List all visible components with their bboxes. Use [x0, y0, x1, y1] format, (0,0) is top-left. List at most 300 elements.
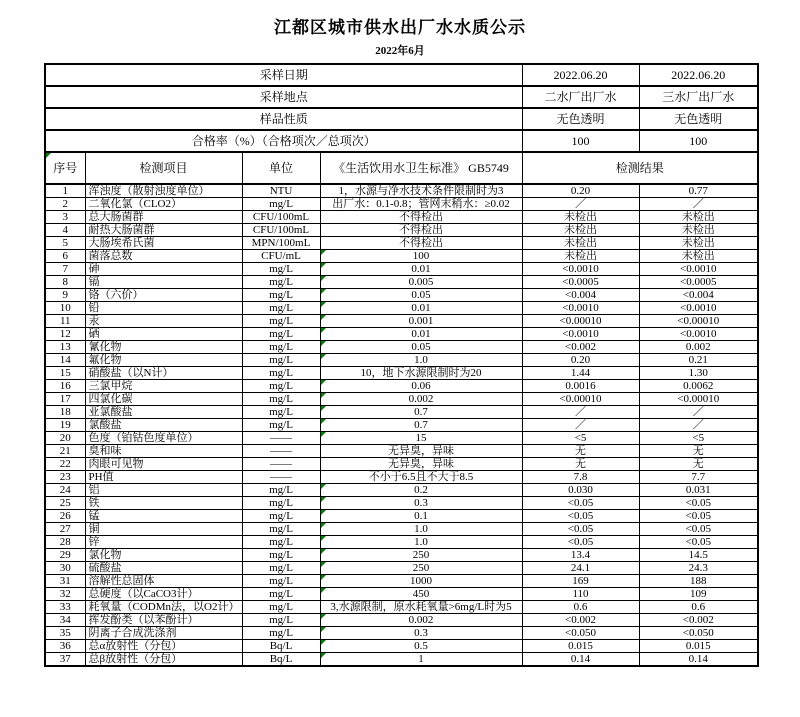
col-header-unit: 单位	[242, 152, 320, 184]
row-unit: CFU/100mL	[242, 224, 320, 237]
row-item: 氰化物	[85, 341, 242, 354]
row-item: 镉	[85, 276, 242, 289]
row-unit: mg/L	[242, 536, 320, 549]
row-result-plant3: <0.00010	[639, 393, 758, 406]
table-row	[45, 627, 758, 640]
row-standard	[320, 406, 522, 419]
row-number: 7	[45, 263, 85, 276]
sampling-date-plant2: 2022.06.20	[522, 64, 639, 86]
row-standard	[320, 627, 522, 640]
row-result-plant2: 0.6	[522, 601, 639, 614]
table-row	[45, 640, 758, 653]
row-standard-text: 3,水源限制，原水耗氧量>6mg/L时为5	[330, 601, 512, 613]
row-unit: mg/L	[242, 406, 320, 419]
row-standard-text: 0.06	[411, 380, 431, 392]
row-number: 12	[45, 328, 85, 341]
data-section	[45, 184, 758, 666]
col-header-result: 检测结果	[522, 152, 758, 184]
row-result-plant2: 0.20	[522, 184, 639, 198]
sample-property-row	[45, 108, 758, 130]
row-number: 2	[45, 198, 85, 211]
row-item: 氟化物	[85, 354, 242, 367]
row-unit: mg/L	[242, 328, 320, 341]
row-unit: mg/L	[242, 562, 320, 575]
row-unit: mg/L	[242, 393, 320, 406]
col-header-standard: 《生活饮用水卫生标准》 GB5749	[320, 152, 522, 184]
row-number: 4	[45, 224, 85, 237]
row-result-plant3: 未检出	[639, 237, 758, 250]
row-item: 铁	[85, 497, 242, 510]
row-standard	[320, 224, 522, 237]
row-standard-text: 0.002	[408, 393, 434, 405]
row-item: 氯酸盐	[85, 419, 242, 432]
row-result-plant3: 7.7	[639, 471, 758, 484]
row-number: 13	[45, 341, 85, 354]
row-standard-text: 0.3	[414, 497, 428, 509]
row-number: 8	[45, 276, 85, 289]
table-row	[45, 536, 758, 549]
row-number: 18	[45, 406, 85, 419]
row-standard	[320, 367, 522, 380]
cell-corner-marker	[321, 250, 326, 255]
sampling-date-row	[45, 64, 758, 86]
row-item: 总大肠菌群	[85, 211, 242, 224]
row-standard	[320, 562, 522, 575]
row-standard	[320, 237, 522, 250]
row-unit: NTU	[242, 184, 320, 198]
row-item: 总α放射性（分包）	[85, 640, 242, 653]
row-result-plant2: <0.004	[522, 289, 639, 302]
sample-property-label: 样品性质	[45, 108, 522, 130]
row-standard	[320, 640, 522, 653]
table-row	[45, 523, 758, 536]
row-item: 耗氧量（CODMn法，以O2计）	[85, 601, 242, 614]
table-row	[45, 276, 758, 289]
row-number: 1	[45, 184, 85, 198]
row-result-plant2: <0.05	[522, 510, 639, 523]
row-item: 亚氯酸盐	[85, 406, 242, 419]
row-result-plant2: 0.20	[522, 354, 639, 367]
row-unit: mg/L	[242, 263, 320, 276]
row-item: 锌	[85, 536, 242, 549]
row-result-plant3: <0.0005	[639, 276, 758, 289]
row-result-plant3: 0.031	[639, 484, 758, 497]
row-number: 26	[45, 510, 85, 523]
row-result-plant3: <5	[639, 432, 758, 445]
row-result-plant3: 188	[639, 575, 758, 588]
row-standard	[320, 497, 522, 510]
sample-property-plant2: 无色透明	[522, 108, 639, 130]
row-number: 25	[45, 497, 85, 510]
row-standard	[320, 419, 522, 432]
row-number: 36	[45, 640, 85, 653]
cell-corner-marker	[321, 354, 326, 359]
row-number: 22	[45, 458, 85, 471]
table-row	[45, 354, 758, 367]
row-number: 17	[45, 393, 85, 406]
cell-corner-marker	[321, 562, 326, 567]
cell-corner-marker	[321, 497, 326, 502]
row-unit: mg/L	[242, 510, 320, 523]
row-standard-text: 1.0	[414, 354, 428, 366]
row-result-plant2: 1.44	[522, 367, 639, 380]
row-number: 33	[45, 601, 85, 614]
row-item: 总硬度（以CaCO3计）	[85, 588, 242, 601]
row-item: 硒	[85, 328, 242, 341]
row-item: 汞	[85, 315, 242, 328]
row-number: 14	[45, 354, 85, 367]
row-standard-text: 0.05	[411, 289, 431, 301]
row-result-plant2: <0.002	[522, 614, 639, 627]
row-result-plant2: 未检出	[522, 211, 639, 224]
row-result-plant2: <0.0010	[522, 302, 639, 315]
table-row	[45, 445, 758, 458]
row-result-plant3: 0.015	[639, 640, 758, 653]
row-result-plant2: <0.050	[522, 627, 639, 640]
row-unit: mg/L	[242, 484, 320, 497]
cell-corner-marker	[321, 575, 326, 580]
cell-corner-marker	[321, 315, 326, 320]
row-standard	[320, 458, 522, 471]
row-standard	[320, 445, 522, 458]
row-unit: mg/L	[242, 198, 320, 211]
row-standard	[320, 302, 522, 315]
row-unit: mg/L	[242, 601, 320, 614]
row-unit: mg/L	[242, 367, 320, 380]
row-item: 菌落总数	[85, 250, 242, 263]
col-header-no	[45, 152, 85, 184]
row-result-plant2: 0.14	[522, 653, 639, 667]
row-unit: mg/L	[242, 315, 320, 328]
row-item: 硫酸盐	[85, 562, 242, 575]
row-result-plant2: <5	[522, 432, 639, 445]
row-item: 铬（六价）	[85, 289, 242, 302]
row-item: 色度（铂钴色度单位）	[85, 432, 242, 445]
row-result-plant3: <0.002	[639, 614, 758, 627]
table-row	[45, 471, 758, 484]
row-result-plant2: <0.00010	[522, 315, 639, 328]
table-row	[45, 315, 758, 328]
row-unit: ——	[242, 458, 320, 471]
row-standard-text: 15	[415, 432, 427, 444]
row-result-plant3: <0.00010	[639, 315, 758, 328]
row-item: 硝酸盐（以N计）	[85, 367, 242, 380]
row-standard-text: 450	[412, 588, 430, 600]
row-result-plant2: ／	[522, 198, 639, 211]
row-standard-text: 1000	[410, 575, 432, 587]
cell-corner-marker	[321, 549, 326, 554]
row-result-plant3: <0.05	[639, 523, 758, 536]
row-result-plant2: 110	[522, 588, 639, 601]
row-standard	[320, 354, 522, 367]
row-unit: ——	[242, 445, 320, 458]
row-result-plant3: 14.5	[639, 549, 758, 562]
row-standard	[320, 601, 522, 614]
row-number: 28	[45, 536, 85, 549]
row-standard	[320, 432, 522, 445]
row-result-plant3: 109	[639, 588, 758, 601]
table-row	[45, 263, 758, 276]
row-number: 29	[45, 549, 85, 562]
page-subtitle: 2022年6月	[375, 45, 425, 57]
row-result-plant3: 0.6	[639, 601, 758, 614]
row-standard	[320, 575, 522, 588]
row-standard	[320, 276, 522, 289]
row-standard-text: 0.3	[414, 627, 428, 639]
row-standard	[320, 184, 522, 198]
row-item: 浑浊度（散射浊度单位）	[85, 184, 242, 198]
row-item: 二氧化氯（CLO2）	[85, 198, 242, 211]
row-item: 溶解性总固体	[85, 575, 242, 588]
row-standard	[320, 211, 522, 224]
table-row	[45, 393, 758, 406]
row-number: 3	[45, 211, 85, 224]
water-quality-table	[44, 63, 759, 667]
table-row	[45, 211, 758, 224]
table-row	[45, 289, 758, 302]
row-result-plant2: ／	[522, 419, 639, 432]
table-row	[45, 653, 758, 667]
cell-corner-marker	[321, 523, 326, 528]
row-result-plant2: 未检出	[522, 237, 639, 250]
table-row	[45, 432, 758, 445]
row-result-plant3: 24.3	[639, 562, 758, 575]
table-row	[45, 341, 758, 354]
row-result-plant3: 0.77	[639, 184, 758, 198]
row-standard-text: 不得检出	[399, 211, 443, 223]
row-unit: mg/L	[242, 276, 320, 289]
row-standard	[320, 380, 522, 393]
row-standard-text: 1.0	[414, 536, 428, 548]
row-result-plant3: <0.0010	[639, 263, 758, 276]
sampling-date-plant3: 2022.06.20	[639, 64, 758, 86]
row-unit: mg/L	[242, 575, 320, 588]
row-result-plant3: 未检出	[639, 250, 758, 263]
row-standard-text: 0.01	[411, 263, 431, 275]
cell-corner-marker	[321, 406, 326, 411]
sampling-location-label: 采样地点	[45, 86, 522, 108]
row-standard	[320, 263, 522, 276]
row-result-plant3: 0.21	[639, 354, 758, 367]
cell-corner-marker	[321, 393, 326, 398]
row-result-plant3: <0.004	[639, 289, 758, 302]
row-item: 挥发酚类（以苯酚计）	[85, 614, 242, 627]
row-standard	[320, 341, 522, 354]
row-number: 6	[45, 250, 85, 263]
row-item: 三氯甲烷	[85, 380, 242, 393]
row-result-plant2: 169	[522, 575, 639, 588]
row-standard	[320, 250, 522, 263]
cell-corner-marker	[321, 627, 326, 632]
cell-corner-marker	[321, 432, 326, 437]
row-unit: Bq/L	[242, 640, 320, 653]
row-result-plant2: <0.0010	[522, 328, 639, 341]
row-standard-text: 250	[412, 562, 430, 574]
table-row	[45, 380, 758, 393]
table-row	[45, 458, 758, 471]
row-item: 砷	[85, 263, 242, 276]
sample-property-plant3: 无色透明	[639, 108, 758, 130]
row-result-plant2: 7.8	[522, 471, 639, 484]
row-item: 铅	[85, 302, 242, 315]
row-number: 27	[45, 523, 85, 536]
row-number: 19	[45, 419, 85, 432]
row-standard-text: 0.7	[414, 419, 428, 431]
row-result-plant3: <0.05	[639, 510, 758, 523]
row-result-plant3: 0.14	[639, 653, 758, 667]
row-number: 32	[45, 588, 85, 601]
row-result-plant2: 13.4	[522, 549, 639, 562]
row-unit: mg/L	[242, 354, 320, 367]
row-result-plant3: ／	[639, 406, 758, 419]
row-standard-text: 不得检出	[399, 237, 443, 249]
row-standard	[320, 328, 522, 341]
row-result-plant3: ／	[639, 419, 758, 432]
col-header-item: 检测项目	[85, 152, 242, 184]
row-item: 锰	[85, 510, 242, 523]
table-row	[45, 614, 758, 627]
row-result-plant3: <0.05	[639, 536, 758, 549]
row-number: 35	[45, 627, 85, 640]
table-row	[45, 601, 758, 614]
sampling-date-label: 采样日期	[45, 64, 522, 86]
row-standard	[320, 523, 522, 536]
row-standard-text: 0.2	[414, 484, 428, 496]
row-number: 31	[45, 575, 85, 588]
table-row	[45, 302, 758, 315]
column-header-row	[45, 152, 758, 184]
row-unit: CFU/mL	[242, 250, 320, 263]
pass-rate-row	[45, 130, 758, 152]
row-standard	[320, 614, 522, 627]
cell-corner-marker	[321, 419, 326, 424]
table-row	[45, 575, 758, 588]
row-unit: mg/L	[242, 302, 320, 315]
row-number: 10	[45, 302, 85, 315]
table-row	[45, 198, 758, 211]
row-result-plant3: 0.0062	[639, 380, 758, 393]
row-standard-text: 250	[412, 549, 430, 561]
row-result-plant2: 24.1	[522, 562, 639, 575]
row-result-plant3: ／	[639, 198, 758, 211]
row-number: 37	[45, 653, 85, 667]
table-row	[45, 484, 758, 497]
pass-rate-plant2: 100	[522, 130, 639, 152]
cell-corner-marker	[321, 536, 326, 541]
row-result-plant2: 0.030	[522, 484, 639, 497]
cell-corner-marker	[321, 588, 326, 593]
table-row	[45, 549, 758, 562]
row-result-plant2: <0.05	[522, 497, 639, 510]
table-row	[45, 237, 758, 250]
row-result-plant3: 无	[639, 458, 758, 471]
row-unit: mg/L	[242, 419, 320, 432]
row-result-plant3: <0.050	[639, 627, 758, 640]
sampling-location-row	[45, 86, 758, 108]
table-row	[45, 406, 758, 419]
row-item: 耐热大肠菌群	[85, 224, 242, 237]
row-result-plant3: <0.05	[639, 497, 758, 510]
row-standard-text: 100	[412, 250, 430, 262]
row-result-plant2: <0.002	[522, 341, 639, 354]
cell-corner-marker	[321, 510, 326, 515]
row-item: 四氯化碳	[85, 393, 242, 406]
row-standard-text: 0.5	[414, 640, 428, 652]
cell-corner-marker	[321, 614, 326, 619]
table-row	[45, 184, 758, 198]
table-row	[45, 510, 758, 523]
row-result-plant2: 0.015	[522, 640, 639, 653]
table-row	[45, 224, 758, 237]
row-unit: mg/L	[242, 549, 320, 562]
row-standard-text: 0.05	[411, 341, 431, 353]
row-unit: mg/L	[242, 614, 320, 627]
row-result-plant3: 0.002	[639, 341, 758, 354]
row-result-plant3: 1.30	[639, 367, 758, 380]
row-standard-text: 无异臭，异味	[388, 445, 454, 457]
row-result-plant3: 未检出	[639, 224, 758, 237]
cell-corner-marker	[46, 153, 51, 158]
table-row	[45, 367, 758, 380]
row-unit: mg/L	[242, 627, 320, 640]
row-standard	[320, 315, 522, 328]
table-row	[45, 562, 758, 575]
row-item: 肉眼可见物	[85, 458, 242, 471]
row-standard-text: 不小于6.5且不大于8.5	[368, 471, 474, 483]
cell-corner-marker	[321, 328, 326, 333]
row-unit: CFU/100mL	[242, 211, 320, 224]
row-number: 20	[45, 432, 85, 445]
row-number: 15	[45, 367, 85, 380]
row-unit: MPN/100mL	[242, 237, 320, 250]
row-item: PH值	[85, 471, 242, 484]
row-result-plant2: 未检出	[522, 224, 639, 237]
row-unit: Bq/L	[242, 653, 320, 667]
row-standard	[320, 653, 522, 667]
row-number: 16	[45, 380, 85, 393]
row-result-plant3: 无	[639, 445, 758, 458]
row-unit: ——	[242, 432, 320, 445]
col-header-no-label: 序号	[53, 161, 78, 175]
row-standard-text: 出厂水：0.1-0.8；管网末稍水：≥0.02	[332, 198, 510, 210]
row-number: 21	[45, 445, 85, 458]
row-result-plant2: <0.0010	[522, 263, 639, 276]
row-unit: mg/L	[242, 497, 320, 510]
pass-rate-label: 合格率（%）（合格项次／总项次）	[45, 130, 522, 152]
row-standard	[320, 510, 522, 523]
cell-corner-marker	[321, 302, 326, 307]
table-row	[45, 250, 758, 263]
row-standard-text: 0.1	[414, 510, 428, 522]
row-unit: mg/L	[242, 380, 320, 393]
row-number: 5	[45, 237, 85, 250]
cell-corner-marker	[321, 341, 326, 346]
row-standard	[320, 484, 522, 497]
row-number: 24	[45, 484, 85, 497]
row-number: 23	[45, 471, 85, 484]
row-standard	[320, 471, 522, 484]
row-unit: mg/L	[242, 289, 320, 302]
row-standard-text: 1	[418, 653, 424, 665]
pass-rate-plant3: 100	[639, 130, 758, 152]
table-row	[45, 419, 758, 432]
row-standard-text: 0.001	[408, 315, 434, 327]
row-item: 臭和味	[85, 445, 242, 458]
row-standard-text: 1，水源与净水技术条件限制时为3	[338, 185, 504, 197]
row-unit: mg/L	[242, 523, 320, 536]
row-result-plant2: <0.0005	[522, 276, 639, 289]
cell-corner-marker	[321, 380, 326, 385]
